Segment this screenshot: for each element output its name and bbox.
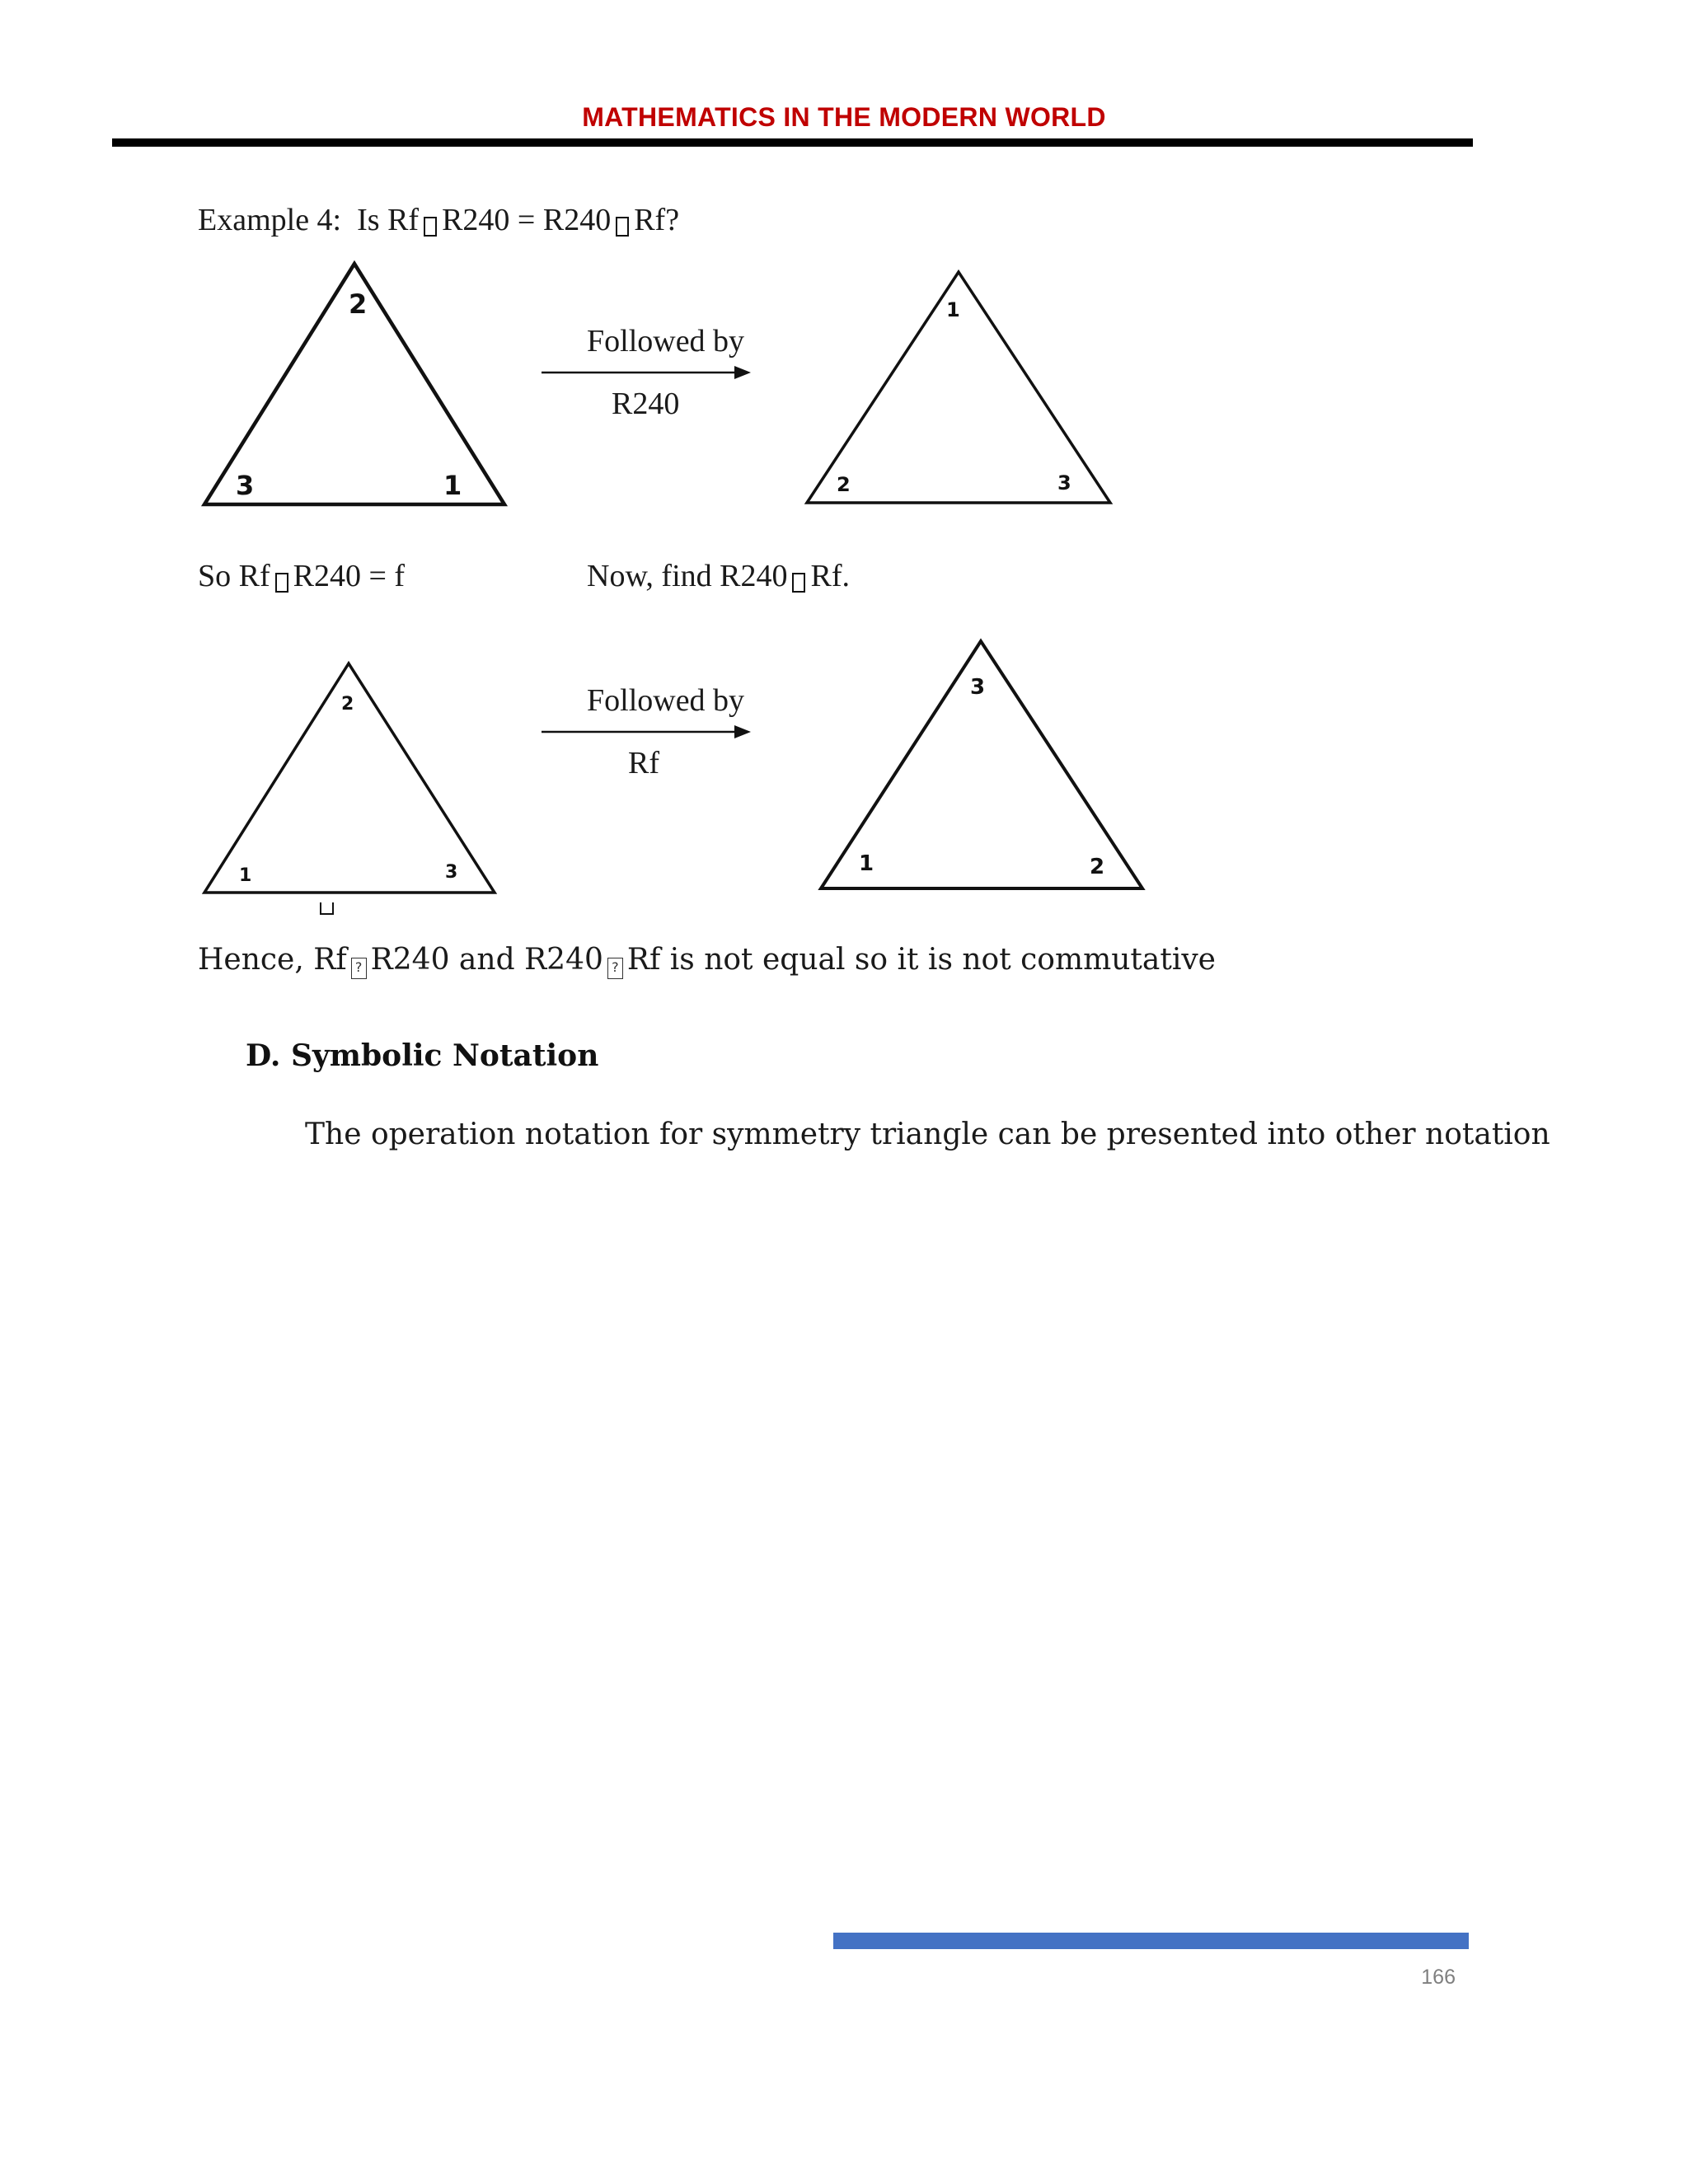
now-part-2: Rf.	[810, 559, 850, 593]
triangle-1-result	[804, 264, 1125, 511]
conclusion-part-3: Rf is not equal so it is not commutative	[626, 943, 1216, 977]
arrow-2	[540, 722, 754, 742]
result-statement	[198, 560, 405, 593]
header-rule	[112, 138, 1473, 147]
now-part-1: Now, find R240	[587, 559, 788, 593]
conclusion-part-2: R240 and R240	[370, 943, 603, 977]
operator-box	[424, 217, 437, 237]
vertex-label-bottom-right: 2	[1090, 855, 1105, 879]
section-paragraph: The operation notation for symmetry triangle can be presented into other notation	[305, 1118, 1550, 1151]
vertex-label-top: 2	[349, 288, 368, 320]
example-question	[198, 204, 679, 237]
so-part-2: R240 = f	[293, 559, 406, 593]
vertex-label-bottom-left: 2	[837, 473, 851, 496]
vertex-label-bottom-right: 1	[443, 470, 462, 501]
operator-box	[616, 217, 629, 237]
triangle-1-initial	[198, 255, 519, 519]
missing-glyph-box: ?	[607, 958, 623, 979]
arrow-label-above: Followed by	[587, 683, 745, 718]
so-part-1: So Rf	[198, 559, 270, 593]
arrow-label-below: R240	[612, 387, 680, 421]
conclusion-part-1: Hence, Rf	[198, 943, 347, 977]
find-prompt	[587, 560, 850, 593]
running-header: MATHEMATICS IN THE MODERN WORLD	[582, 102, 1106, 132]
vertex-label-top: 1	[946, 298, 960, 321]
vertex-label-bottom-left: 1	[859, 851, 874, 876]
section-heading: D. Symbolic Notation	[246, 1038, 599, 1073]
vertex-label-bottom-right: 3	[445, 862, 458, 883]
vertex-label-bottom-left: 1	[239, 865, 252, 886]
question-part-2: R240 = R240	[442, 203, 612, 237]
arrow-label-below: Rf	[628, 746, 659, 780]
vertex-label-bottom-right: 3	[1057, 471, 1071, 494]
operator-box	[792, 573, 805, 593]
question-part-1: Is Rf	[357, 203, 420, 237]
triangle-2-result	[816, 635, 1162, 898]
triangle-2-initial	[198, 655, 511, 919]
operator-box	[275, 573, 288, 593]
vertex-label-bottom-left: 3	[236, 470, 255, 501]
missing-glyph-box: ?	[351, 958, 367, 979]
small-bracket-mark	[321, 902, 333, 914]
question-part-3: Rf?	[634, 203, 680, 237]
vertex-label-top: 2	[341, 694, 354, 715]
example-label: Example 4:	[198, 203, 342, 237]
arrow-label-above: Followed by	[587, 324, 745, 359]
vertex-label-top: 3	[970, 675, 986, 700]
arrow-1	[540, 363, 754, 382]
footer-accent-bar	[833, 1933, 1469, 1949]
conclusion-text	[198, 943, 1216, 979]
page-number: 166	[1421, 1966, 1456, 1989]
